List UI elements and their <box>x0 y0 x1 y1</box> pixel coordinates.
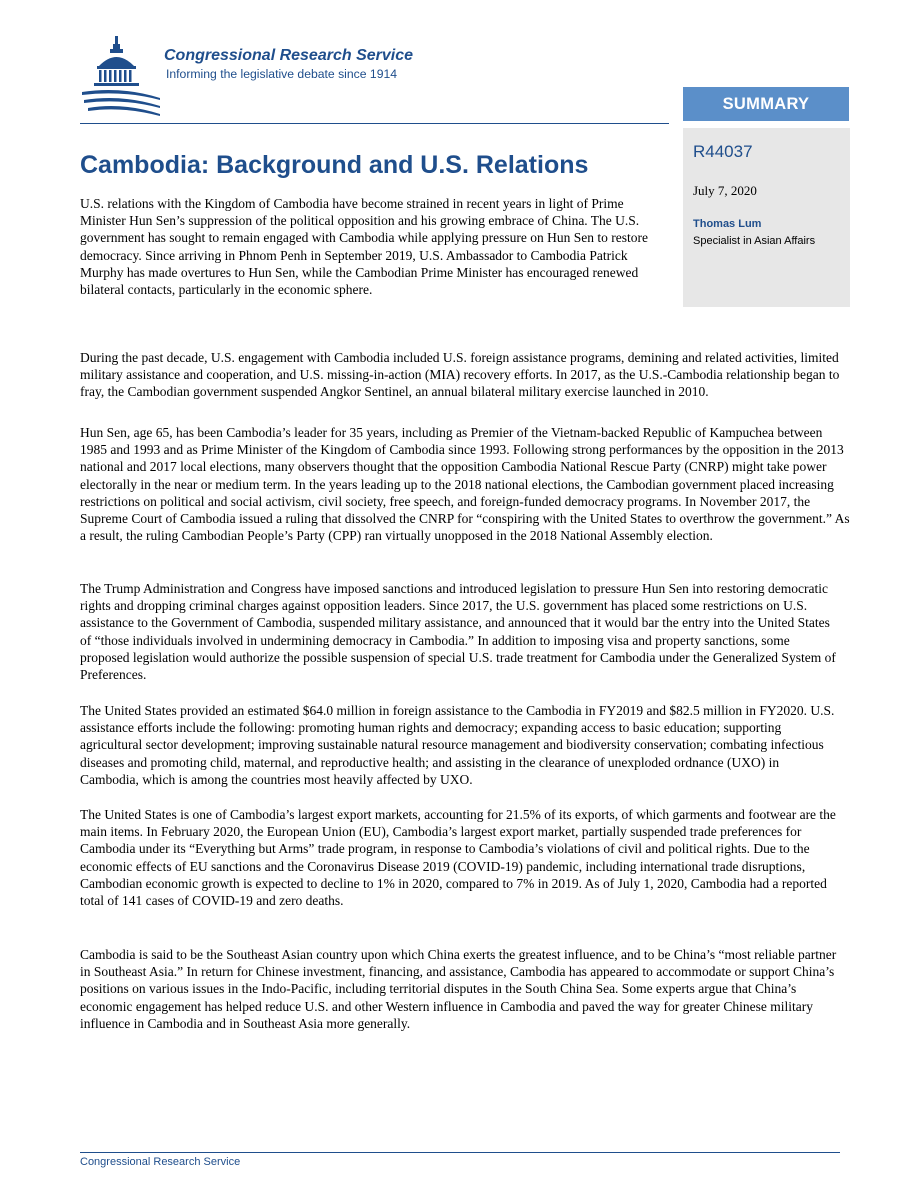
summary-paragraph-6: The United States is one of Cambodia’s largest export markets, accounting for 21.5% of its exports, of which garments and footwear are the main items. In February 2020, the European Union (EU), Cambodia’s largest export market, partially suspended trade preferences for Cambodia under its “Everything but Arms” trade program, in response to Cambodia’s violations of civil and political rights. Due to the economic effects of EU sanctions and the Coronavirus Disease 2019 (COVID-19) pandemic, including international trade disruptions, Cambodian economic growth is expected to decline to 1% in 2020, compared to 7% in 2019. As of July 1, 2020, Cambodia had a reported total of 141 cases of COVID-19 and zero deaths. <box>80 807 836 909</box>
report-date: July 7, 2020 <box>693 183 757 198</box>
tagline: Informing the legislative debate since 1914 <box>166 67 398 81</box>
header-divider <box>80 123 669 124</box>
summary-paragraph-2: During the past decade, U.S. engagement with Cambodia included U.S. foreign assistance programs, demining and related activities, limited military assistance and cooperation, and U.S. missing-in-action (MIA) recovery efforts. In 2017, as the U.S.-Cambodia relationship began to fray, the Cambodian government suspended Angkor Sentinel, an annual bilateral military exercise launched in 2010. <box>80 350 840 400</box>
report-number: R44037 <box>693 142 753 161</box>
summary-tab: SUMMARY <box>683 87 849 121</box>
author-name: Thomas Lum <box>693 218 762 230</box>
capitol-dome-icon <box>82 34 162 124</box>
summary-paragraph-3: Hun Sen, age 65, has been Cambodia’s leader for 35 years, including as Premier of the Vietnam-backed Republic of Kampuchea between 1985 and 1993 and as Prime Minister of the Kingdom of Cambodia since 1993. Following strong performances by the opposition in the 2013 national and 2017 local elections, many observers thought that the opposition Cambodia National Rescue Party (CNRP) might take power electorally in the near or medium term. In the years leading up to the 2018 national elections, the Cambodian government placed increasing restrictions on political and social activism, civil society, free speech, and foreign-funded democracy programs. In November 2017, the Supreme Court of Cambodia issued a ruling that dissolved the CNRP for “conspiring with the United States to overthrow the government.” As a result, the ruling Cambodian People’s Party (CPP) ran virtually unopposed in the 2018 National Assembly election. <box>80 425 850 544</box>
summary-paragraph-4: The Trump Administration and Congress have imposed sanctions and introduced legislation to pressure Hun Sen into restoring democratic rights and dropping criminal charges against opposition leaders. Since 2017, the U.S. government has placed some restrictions on U.S. assistance to the Government of Cambodia, suspended military assistance, and announced that it would bar the entry into the United States of “those individuals involved in undermining democracy in Cambodia.” In addition to imposing visa and property sanctions, some proposed legislation would authorize the possible suspension of special U.S. trade treatment for Cambodia under the Generalized System of Preferences. <box>80 581 836 683</box>
author-title: Specialist in Asian Affairs <box>693 235 816 247</box>
summary-sidebar <box>683 128 850 307</box>
footer-text: Congressional Research Service <box>80 1156 241 1168</box>
org-name: Congressional Research Service <box>164 47 414 64</box>
summary-paragraph-5: The United States provided an estimated $64.0 million in foreign assistance to the Cambodia in FY2019 and $82.5 million in FY2020. U.S. assistance efforts include the following: promoting human rights and democracy; expanding access to basic education; supporting agricultural sector development; improving sustainable natural resource management and biodiversity conservation; combating infectious diseases and promoting child, maternal, and reproductive health; and assisting in the clearance of unexploded ordnance (UXO) in Cambodia, which is among the countries most heavily affected by UXO. <box>80 703 835 787</box>
summary-paragraph-7: Cambodia is said to be the Southeast Asian country upon which China exerts the greatest influence, and to be China’s “most reliable partner in Southeast Asia.” In return for Chinese investment, financing, and assistance, Cambodia has appeared to accommodate or support China’s positions on various issues in the Indo-Pacific, including territorial disputes in the South China Sea. Some experts argue that China’s economic engagement has helped reduce U.S. and other Western influence in Cambodia and paved the way for greater Chinese military influence in Cambodia and in Southeast Asia more generally. <box>80 947 837 1031</box>
footer-divider <box>80 1152 840 1153</box>
page-title: Cambodia: Background and U.S. Relations <box>80 151 589 179</box>
summary-paragraph-1: U.S. relations with the Kingdom of Cambodia have become strained in recent years in light of Prime Minister Hun Sen’s suppression of the political opposition and his growing embrace of China. The U.S. government has sought to remain engaged with Cambodia while applying pressure on Hun Sen to restore democracy. Since arriving in Phnom Penh in September 2019, U.S. Ambassador to Cambodia Patrick Murphy has made overtures to Hun Sen, while the Cambodian Prime Minister has encouraged renewed bilateral contacts, particularly in the economic sphere. <box>80 196 649 298</box>
